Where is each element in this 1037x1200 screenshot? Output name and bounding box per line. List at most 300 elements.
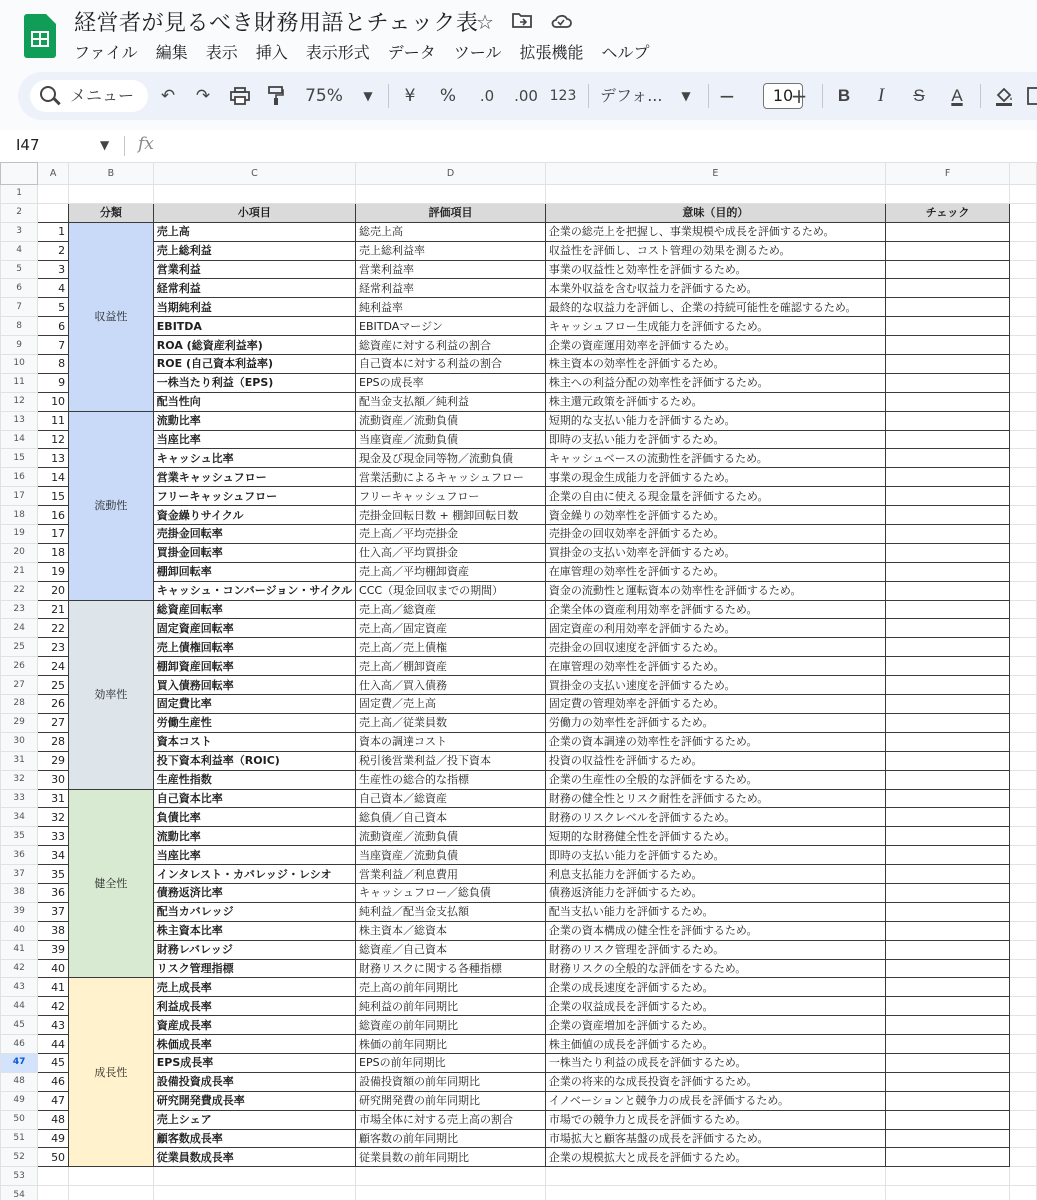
check-cell[interactable] [885,487,1009,506]
item-number-cell[interactable]: 18 [38,543,69,562]
paint-format-icon[interactable] [264,72,288,120]
cell[interactable] [1010,713,1037,732]
cell[interactable] [1010,676,1037,695]
item-number-cell[interactable]: 37 [38,902,69,921]
subitem-cell[interactable]: キャッシュ比率 [153,449,355,468]
metric-cell[interactable]: 売上高／平均棚卸資産 [356,562,546,581]
metric-cell[interactable]: EPSの前年同期比 [356,1053,546,1072]
item-number-cell[interactable]: 26 [38,695,69,714]
metric-cell[interactable]: キャッシュフロー／総負債 [356,883,546,902]
metric-cell[interactable]: 純利益の前年同期比 [356,997,546,1016]
meaning-cell[interactable]: 短期的な財務健全性を評価するため。 [545,827,885,846]
check-cell[interactable] [885,808,1009,827]
subitem-cell[interactable]: 財務レバレッジ [153,940,355,959]
metric-cell[interactable]: EBITDAマージン [356,317,546,336]
subitem-cell[interactable]: 研究開発費成長率 [153,1091,355,1110]
category-cell[interactable]: 健全性 [69,789,154,978]
metric-cell[interactable]: 税引後営業利益／投下資本 [356,751,546,770]
check-cell[interactable] [885,260,1009,279]
metric-header[interactable]: 評価項目 [356,203,546,222]
meaning-cell[interactable]: 株主への利益分配の効率性を評価するため。 [545,373,885,392]
row-header[interactable]: 10 [1,355,38,374]
row-header[interactable]: 22 [1,581,38,600]
cell[interactable] [1010,336,1037,355]
cell[interactable] [356,1167,546,1186]
cell[interactable] [1010,997,1037,1016]
cell[interactable] [1010,1129,1037,1148]
metric-cell[interactable]: 営業利益／利息費用 [356,865,546,884]
metric-cell[interactable]: 総資産／自己資本 [356,940,546,959]
name-box[interactable]: I47 [16,136,40,154]
cell[interactable] [1010,770,1037,789]
row-header[interactable]: 53 [1,1167,38,1186]
cell[interactable] [1010,355,1037,374]
cell[interactable] [1010,846,1037,865]
item-number-cell[interactable]: 24 [38,657,69,676]
metric-cell[interactable]: 売上高／固定資産 [356,619,546,638]
meaning-cell[interactable]: 固定費の管理効率を評価するため。 [545,695,885,714]
menu-file[interactable]: ファイル [74,43,138,62]
item-number-cell[interactable]: 50 [38,1148,69,1167]
meaning-cell[interactable]: イノベーションと競争力の成長を評価するため。 [545,1091,885,1110]
metric-cell[interactable]: EPSの成長率 [356,373,546,392]
meaning-cell[interactable]: 本業外収益を含む収益力を評価するため。 [545,279,885,298]
row-header[interactable]: 39 [1,902,38,921]
cell[interactable] [885,1186,1009,1200]
increase-font-size-icon[interactable]: + [790,84,808,108]
subitem-cell[interactable]: 固定資産回転率 [153,619,355,638]
metric-cell[interactable]: 流動資産／流動負債 [356,411,546,430]
metric-cell[interactable]: 市場全体に対する売上高の割合 [356,1110,546,1129]
check-cell[interactable] [885,1148,1009,1167]
meaning-cell[interactable]: 企業の自由に使える現金量を評価するため。 [545,487,885,506]
category-cell[interactable]: 効率性 [69,600,154,789]
item-number-cell[interactable]: 4 [38,279,69,298]
subitem-cell[interactable]: 売上債権回転率 [153,638,355,657]
item-number-cell[interactable]: 21 [38,600,69,619]
metric-cell[interactable]: 現金及び現金同等物／流動負債 [356,449,546,468]
subitem-cell[interactable]: 棚卸回転率 [153,562,355,581]
meaning-cell[interactable]: 企業の将来的な成長投資を評価するため。 [545,1072,885,1091]
item-number-cell[interactable]: 3 [38,260,69,279]
cell[interactable] [356,185,546,204]
check-cell[interactable] [885,600,1009,619]
meaning-cell[interactable]: 市場での競争力と成長を評価するため。 [545,1110,885,1129]
cell[interactable] [1010,1110,1037,1129]
cell[interactable] [1010,827,1037,846]
item-number-cell[interactable]: 27 [38,713,69,732]
subitem-cell[interactable]: 配当カバレッジ [153,902,355,921]
check-cell[interactable] [885,902,1009,921]
meaning-cell[interactable]: 企業の規模拡大と成長を評価するため。 [545,1148,885,1167]
check-cell[interactable] [885,1091,1009,1110]
check-cell[interactable] [885,279,1009,298]
cell[interactable] [885,185,1009,204]
cell[interactable] [153,1167,355,1186]
cell[interactable] [1010,506,1037,525]
meaning-cell[interactable]: 買掛金の支払い効率を評価するため。 [545,543,885,562]
cell[interactable] [1010,1148,1037,1167]
row-header[interactable]: 38 [1,883,38,902]
subitem-cell[interactable]: 投下資本利益率（ROIC) [153,751,355,770]
subitem-cell[interactable]: 流動比率 [153,827,355,846]
metric-cell[interactable]: 研究開発費の前年同期比 [356,1091,546,1110]
check-cell[interactable] [885,940,1009,959]
cell[interactable] [38,203,69,222]
check-cell[interactable] [885,411,1009,430]
font-dropdown-icon[interactable]: ▼ [681,89,691,103]
check-cell[interactable] [885,241,1009,260]
subitem-cell[interactable]: 顧客数成長率 [153,1129,355,1148]
check-cell[interactable] [885,1129,1009,1148]
row-header[interactable]: 52 [1,1148,38,1167]
subitem-cell[interactable]: 営業キャッシュフロー [153,468,355,487]
cell[interactable] [1010,222,1037,241]
metric-cell[interactable]: 固定費／売上高 [356,695,546,714]
item-number-cell[interactable]: 41 [38,978,69,997]
metric-cell[interactable]: 売上高／平均売掛金 [356,525,546,544]
metric-cell[interactable]: 当座資産／流動負債 [356,846,546,865]
item-number-cell[interactable]: 30 [38,770,69,789]
meaning-cell[interactable]: 企業の収益成長を評価するため。 [545,997,885,1016]
metric-cell[interactable]: 純利益／配当金支払額 [356,902,546,921]
meaning-cell[interactable]: 企業の資産増加を評価するため。 [545,1016,885,1035]
row-header[interactable]: 2 [1,203,38,222]
row-header[interactable]: 15 [1,449,38,468]
meaning-cell[interactable]: 収益性を評価し、コスト管理の効果を測るため。 [545,241,885,260]
cell[interactable] [1010,449,1037,468]
menu-tools[interactable]: ツール [453,43,502,62]
meaning-cell[interactable]: 企業の資本構成の健全性を評価するため。 [545,921,885,940]
subitem-cell[interactable]: キャッシュ・コンバージョン・サイクル [153,581,355,600]
cell[interactable] [1010,430,1037,449]
item-number-cell[interactable]: 39 [38,940,69,959]
zoom-select[interactable]: 75% [305,86,343,106]
meaning-cell[interactable]: 売掛金の回収速度を評価するため。 [545,638,885,657]
row-header[interactable]: 27 [1,676,38,695]
meaning-cell[interactable]: 財務のリスクレベルを評価するため。 [545,808,885,827]
metric-cell[interactable]: 流動資産／流動負債 [356,827,546,846]
meaning-cell[interactable]: 財務リスクの全般的な評価をするため。 [545,959,885,978]
cell[interactable] [1010,203,1037,222]
row-header[interactable]: 41 [1,940,38,959]
check-cell[interactable] [885,1035,1009,1054]
sheets-logo-icon[interactable] [24,14,56,58]
item-number-cell[interactable]: 33 [38,827,69,846]
item-number-cell[interactable]: 13 [38,449,69,468]
row-header[interactable]: 16 [1,468,38,487]
spreadsheet-grid[interactable] [0,162,1037,1200]
check-cell[interactable] [885,865,1009,884]
item-number-cell[interactable]: 47 [38,1091,69,1110]
row-header[interactable]: 28 [1,695,38,714]
cell[interactable] [885,1167,1009,1186]
cell[interactable] [38,185,69,204]
check-cell[interactable] [885,959,1009,978]
category-cell[interactable]: 収益性 [69,222,154,411]
cell[interactable] [545,1186,885,1200]
row-header[interactable]: 42 [1,959,38,978]
item-number-cell[interactable]: 14 [38,468,69,487]
meaning-cell[interactable]: 短期的な支払い能力を評価するため。 [545,411,885,430]
meaning-cell[interactable]: 事業の現金生成能力を評価するため。 [545,468,885,487]
cell[interactable] [1010,1016,1037,1035]
cell[interactable] [1010,1091,1037,1110]
meaning-cell[interactable]: 企業全体の資産利用効率を評価するため。 [545,600,885,619]
subitem-cell[interactable]: 一株当たり利益（EPS) [153,373,355,392]
check-cell[interactable] [885,562,1009,581]
metric-cell[interactable]: 売上高／売上債権 [356,638,546,657]
redo-icon[interactable]: ↷ [195,86,211,106]
metric-cell[interactable]: 総負債／自己資本 [356,808,546,827]
check-cell[interactable] [885,581,1009,600]
subitem-cell[interactable]: リスク管理指標 [153,959,355,978]
menu-search[interactable] [30,80,148,112]
check-cell[interactable] [885,392,1009,411]
metric-cell[interactable]: 配当金支払額／純利益 [356,392,546,411]
subitem-cell[interactable]: 自己資本比率 [153,789,355,808]
subitem-cell[interactable]: 当期純利益 [153,298,355,317]
subitem-cell[interactable]: 株価成長率 [153,1035,355,1054]
text-color-icon[interactable]: A [951,86,963,105]
cell[interactable] [1010,921,1037,940]
item-number-cell[interactable]: 1 [38,222,69,241]
subitem-cell[interactable]: 流動比率 [153,411,355,430]
subitem-cell[interactable]: 総資産回転率 [153,600,355,619]
item-number-cell[interactable]: 35 [38,865,69,884]
row-header[interactable]: 43 [1,978,38,997]
meaning-cell[interactable]: 労働力の効率性を評価するため。 [545,713,885,732]
subitem-cell[interactable]: 棚卸資産回転率 [153,657,355,676]
cell[interactable] [1010,317,1037,336]
subitem-cell[interactable]: 売上高 [153,222,355,241]
item-number-cell[interactable]: 46 [38,1072,69,1091]
check-cell[interactable] [885,1053,1009,1072]
font-size-input[interactable]: 10 [763,83,803,109]
item-number-cell[interactable]: 19 [38,562,69,581]
meaning-cell[interactable]: 固定資産の利用効率を評価するため。 [545,619,885,638]
name-box-dropdown-icon[interactable]: ▼ [100,138,110,152]
subitem-cell[interactable]: EBITDA [153,317,355,336]
row-header[interactable]: 9 [1,336,38,355]
percent-format-button[interactable]: % [439,86,457,106]
row-header[interactable]: 14 [1,430,38,449]
check-cell[interactable] [885,355,1009,374]
item-number-cell[interactable]: 7 [38,336,69,355]
check-header[interactable]: チェック [885,203,1009,222]
menu-extensions[interactable]: 拡張機能 [519,43,584,62]
row-header[interactable]: 8 [1,317,38,336]
meaning-cell[interactable]: 買掛金の支払い速度を評価するため。 [545,676,885,695]
subitem-cell[interactable]: 当座比率 [153,430,355,449]
metric-cell[interactable]: 自己資本に対する利益の割合 [356,355,546,374]
column-header-g[interactable] [1010,163,1037,185]
row-header[interactable]: 31 [1,751,38,770]
item-number-cell[interactable]: 9 [38,373,69,392]
item-number-cell[interactable]: 5 [38,298,69,317]
metric-cell[interactable]: 売上総利益率 [356,241,546,260]
subitem-cell[interactable]: 売掛金回転率 [153,525,355,544]
row-header[interactable]: 47 [1,1053,38,1072]
item-number-cell[interactable]: 34 [38,846,69,865]
check-cell[interactable] [885,543,1009,562]
subitem-cell[interactable]: 固定費比率 [153,695,355,714]
meaning-cell[interactable]: 財務の健全性とリスク耐性を評価するため。 [545,789,885,808]
item-number-cell[interactable]: 15 [38,487,69,506]
cell[interactable] [1010,902,1037,921]
menu-help[interactable]: ヘルプ [601,43,650,62]
item-number-cell[interactable]: 12 [38,430,69,449]
cell[interactable] [1010,392,1037,411]
cell[interactable] [1010,1053,1037,1072]
subitem-cell[interactable]: 設備投資成長率 [153,1072,355,1091]
item-number-cell[interactable]: 23 [38,638,69,657]
item-number-cell[interactable]: 48 [38,1110,69,1129]
check-cell[interactable] [885,997,1009,1016]
metric-cell[interactable]: 純利益率 [356,298,546,317]
subitem-cell[interactable]: ROE (自己資本利益率) [153,355,355,374]
item-number-cell[interactable]: 20 [38,581,69,600]
subitem-cell[interactable]: 配当性向 [153,392,355,411]
menu-edit[interactable]: 編集 [155,43,188,62]
column-header-a[interactable]: A [38,163,69,185]
metric-cell[interactable]: 従業員数の前年同期比 [356,1148,546,1167]
row-header[interactable]: 24 [1,619,38,638]
cell[interactable] [69,1167,154,1186]
menu-format[interactable]: 表示形式 [305,43,370,62]
cell[interactable] [153,185,355,204]
check-cell[interactable] [885,317,1009,336]
cell[interactable] [1010,1035,1037,1054]
row-header[interactable]: 37 [1,865,38,884]
font-family-select[interactable]: デフォ... [600,86,663,105]
cell[interactable] [1010,865,1037,884]
check-cell[interactable] [885,883,1009,902]
row-header[interactable]: 29 [1,713,38,732]
cell[interactable] [1010,808,1037,827]
cell[interactable] [38,1186,69,1200]
row-header[interactable]: 30 [1,732,38,751]
row-header[interactable]: 51 [1,1129,38,1148]
metric-cell[interactable]: 株主資本／総資本 [356,921,546,940]
cell[interactable] [1010,487,1037,506]
metric-cell[interactable]: 総資産に対する利益の割合 [356,336,546,355]
row-header[interactable]: 5 [1,260,38,279]
cell[interactable] [1010,185,1037,204]
cell[interactable] [1010,1072,1037,1091]
check-cell[interactable] [885,1016,1009,1035]
meaning-cell[interactable]: 在庫管理の効率性を評価するため。 [545,657,885,676]
meaning-cell[interactable]: 即時の支払い能力を評価するため。 [545,430,885,449]
undo-icon[interactable]: ↶ [160,86,176,106]
row-header[interactable]: 1 [1,185,38,204]
item-number-cell[interactable]: 42 [38,997,69,1016]
row-header[interactable]: 6 [1,279,38,298]
check-cell[interactable] [885,619,1009,638]
metric-cell[interactable]: 売上高／棚卸資産 [356,657,546,676]
meaning-cell[interactable]: 在庫管理の効率性を評価するため。 [545,562,885,581]
check-cell[interactable] [885,789,1009,808]
check-cell[interactable] [885,770,1009,789]
check-cell[interactable] [885,751,1009,770]
item-number-cell[interactable]: 32 [38,808,69,827]
meaning-cell[interactable]: 企業の総売上を把握し、事業規模や成長を評価するため。 [545,222,885,241]
menu-view[interactable]: 表示 [205,43,238,62]
meaning-cell[interactable]: キャッシュフロー生成能力を評価するため。 [545,317,885,336]
cell[interactable] [1010,619,1037,638]
item-number-cell[interactable]: 45 [38,1053,69,1072]
row-header[interactable]: 17 [1,487,38,506]
cell[interactable] [356,1186,546,1200]
meaning-cell[interactable]: 即時の支払い能力を評価するため。 [545,846,885,865]
meaning-cell[interactable]: 一株当たり利益の成長を評価するため。 [545,1053,885,1072]
check-cell[interactable] [885,676,1009,695]
cell[interactable] [545,1167,885,1186]
row-header[interactable]: 45 [1,1016,38,1035]
row-header[interactable]: 3 [1,222,38,241]
item-number-cell[interactable]: 43 [38,1016,69,1035]
row-header[interactable]: 35 [1,827,38,846]
currency-format-button[interactable]: ¥ [404,86,416,106]
subitem-cell[interactable]: 資本コスト [153,732,355,751]
row-header[interactable]: 18 [1,506,38,525]
meaning-cell[interactable]: 利息支払能力を評価するため。 [545,865,885,884]
meaning-cell[interactable]: 最終的な収益力を評価し、企業の持続可能性を確認するため。 [545,298,885,317]
cell[interactable] [1010,543,1037,562]
metric-cell[interactable]: フリーキャッシュフロー [356,487,546,506]
cell[interactable] [1010,581,1037,600]
item-number-cell[interactable]: 25 [38,676,69,695]
row-header[interactable]: 26 [1,657,38,676]
column-header-d[interactable]: D [356,163,546,185]
row-header[interactable]: 13 [1,411,38,430]
item-number-cell[interactable]: 16 [38,506,69,525]
check-cell[interactable] [885,468,1009,487]
metric-cell[interactable]: 売上高／従業員数 [356,713,546,732]
metric-cell[interactable]: 設備投資額の前年同期比 [356,1072,546,1091]
subitem-cell[interactable]: 資金繰りサイクル [153,506,355,525]
column-header-e[interactable]: E [545,163,885,185]
metric-cell[interactable]: 売上高の前年同期比 [356,978,546,997]
cell[interactable] [1010,373,1037,392]
cell[interactable] [1010,260,1037,279]
column-header-f[interactable]: F [885,163,1009,185]
row-header[interactable]: 33 [1,789,38,808]
subitem-cell[interactable]: 営業利益 [153,260,355,279]
check-cell[interactable] [885,298,1009,317]
item-number-cell[interactable]: 22 [38,619,69,638]
item-number-cell[interactable]: 8 [38,355,69,374]
cell[interactable] [69,185,154,204]
subitem-cell[interactable]: 利益成長率 [153,997,355,1016]
metric-cell[interactable]: CCC（現金回収までの期間） [356,581,546,600]
subitem-cell[interactable]: 当座比率 [153,846,355,865]
increase-decimal-button[interactable]: .00 [514,87,538,105]
item-number-cell[interactable]: 28 [38,732,69,751]
menu-data[interactable]: データ [387,43,436,62]
subitem-cell[interactable]: 資産成長率 [153,1016,355,1035]
item-number-cell[interactable]: 36 [38,883,69,902]
fill-color-icon[interactable] [992,72,1016,120]
subitem-cell[interactable]: 従業員数成長率 [153,1148,355,1167]
cell[interactable] [1010,411,1037,430]
subitem-cell[interactable]: 生産性指数 [153,770,355,789]
cloud-saved-icon[interactable] [550,10,572,34]
move-folder-icon[interactable] [512,10,532,34]
row-header[interactable]: 25 [1,638,38,657]
row-header[interactable]: 49 [1,1091,38,1110]
category-cell[interactable]: 成長性 [69,978,154,1167]
